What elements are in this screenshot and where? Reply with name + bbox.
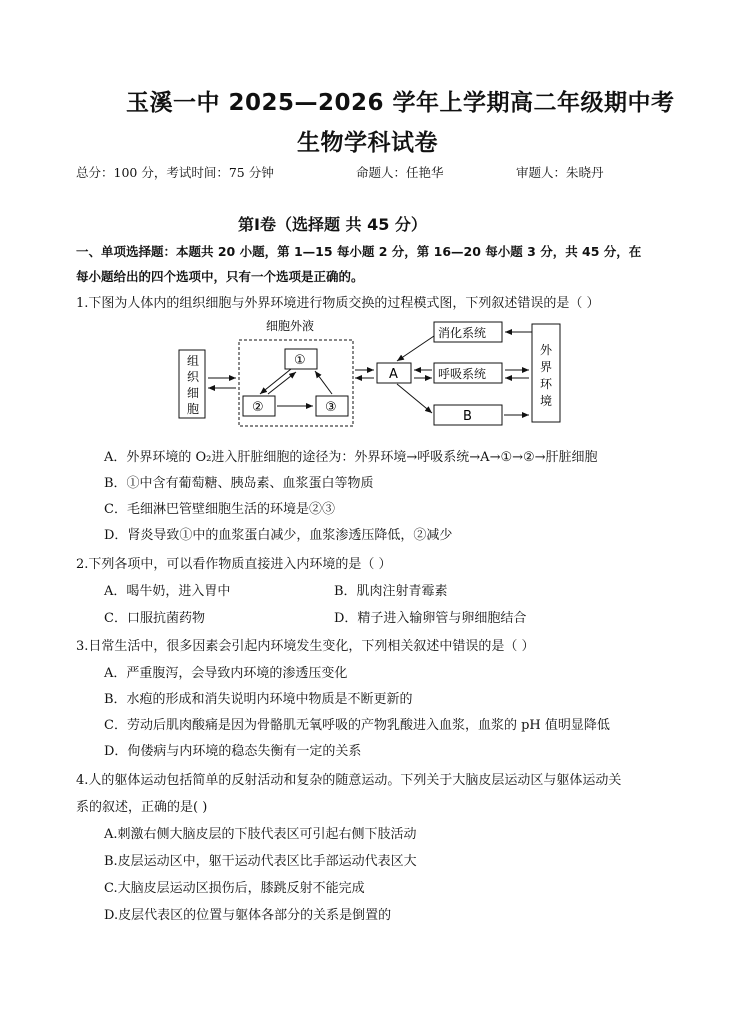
exam-total-info: 总分：100 分，考试时间：75 分钟 bbox=[76, 165, 274, 180]
external-char-3: 环 bbox=[540, 377, 553, 391]
q4-option-c: C.大脑皮层运动区损伤后，膝跳反射不能完成 bbox=[104, 881, 365, 896]
question-3-stem: 3.日常生活中，很多因素会引起内环境发生变化，下列相关叙述中错误的是（ ） bbox=[76, 639, 535, 654]
node-1-label: ① bbox=[294, 353, 306, 368]
q1-option-b: B．①中含有葡萄糖、胰岛素、血浆蛋白等物质 bbox=[104, 476, 374, 491]
section-title: 第Ⅰ卷（选择题 共 45 分） bbox=[238, 215, 427, 234]
question-4-stem-line1: 4.人的躯体运动包括简单的反射活动和复杂的随意运动。下列关于大脑皮层运动区与躯体运动关 bbox=[76, 773, 622, 788]
node-2-label: ② bbox=[252, 400, 264, 415]
exam-subtitle: 生物学科试卷 bbox=[297, 130, 438, 156]
external-char-2: 界 bbox=[540, 360, 553, 374]
node-a-label: A bbox=[389, 367, 398, 382]
question-2-stem: 2.下列各项中，可以看作物质直接进入内环境的是（ ） bbox=[76, 557, 392, 572]
question-4-stem-line2: 系的叙述，正确的是( ) bbox=[76, 800, 208, 815]
tissue-cell-char-3: 细 bbox=[187, 386, 200, 400]
node-b-label: B bbox=[463, 409, 472, 424]
question-1-stem: 1.下图为人体内的组织细胞与外界环境进行物质交换的过程模式图，下列叙述错误的是（ ） bbox=[76, 296, 600, 311]
q2-option-b: B．肌肉注射青霉素 bbox=[334, 584, 448, 599]
section-instruction-line1: 一、单项选择题：本题共 20 小题，第 1—15 每小题 2 分，第 16—20 每小题 3 分，共 45 分，在 bbox=[76, 244, 642, 259]
external-char-1: 外 bbox=[540, 343, 553, 357]
exam-reviewer: 审题人：朱晓丹 bbox=[516, 165, 604, 180]
tissue-cell-char-2: 织 bbox=[187, 370, 200, 384]
node-3-label: ③ bbox=[325, 400, 337, 415]
respiratory-system-label: 呼吸系统 bbox=[438, 367, 487, 381]
q3-option-c: C．劳动后肌肉酸痛是因为骨骼肌无氧呼吸的产物乳酸进入血浆，血浆的 pH 值明显降低 bbox=[104, 718, 610, 733]
q3-option-d: D．佝偻病与内环境的稳态失衡有一定的关系 bbox=[104, 744, 362, 759]
tissue-cell-char-1: 组 bbox=[187, 354, 200, 368]
q3-option-a: A．严重腹泻，会导致内环境的渗透压变化 bbox=[104, 666, 348, 681]
digestive-system-label: 消化系统 bbox=[438, 326, 487, 340]
exam-title: 玉溪一中 2025—2026 学年上学期高二年级期中考 bbox=[126, 90, 675, 116]
section-instruction-line2: 每小题给出的四个选项中，只有一个选项是正确的。 bbox=[76, 269, 364, 284]
exam-author: 命题人：任艳华 bbox=[356, 165, 444, 180]
q4-option-d: D.皮层代表区的位置与躯体各部分的关系是倒置的 bbox=[104, 908, 392, 923]
q2-option-d: D．精子进入输卵管与卵细胞结合 bbox=[334, 611, 527, 626]
q2-option-c: C．口服抗菌药物 bbox=[104, 611, 205, 626]
q4-option-b: B.皮层运动区中，躯干运动代表区比手部运动代表区大 bbox=[104, 854, 417, 869]
q1-option-c: C．毛细淋巴管壁细胞生活的环境是②③ bbox=[104, 502, 335, 517]
q1-option-a: A．外界环境的 O₂进入肝脏细胞的途径为：外界环境→呼吸系统→A→①→②→肝脏细胞 bbox=[104, 450, 598, 465]
q4-option-a: A.刺激右侧大脑皮层的下肢代表区可引起右侧下肢活动 bbox=[104, 827, 417, 842]
tissue-cell-char-4: 胞 bbox=[187, 402, 200, 416]
extracellular-fluid-label: 细胞外液 bbox=[266, 319, 315, 333]
q3-option-b: B．水疱的形成和消失说明内环境中物质是不断更新的 bbox=[104, 692, 413, 707]
exchange-diagram bbox=[170, 318, 570, 430]
q2-option-a: A．喝牛奶，进入胃中 bbox=[104, 584, 231, 599]
q1-option-d: D．肾炎导致①中的血浆蛋白减少，血浆渗透压降低，②减少 bbox=[104, 528, 453, 543]
external-char-4: 境 bbox=[540, 394, 553, 408]
